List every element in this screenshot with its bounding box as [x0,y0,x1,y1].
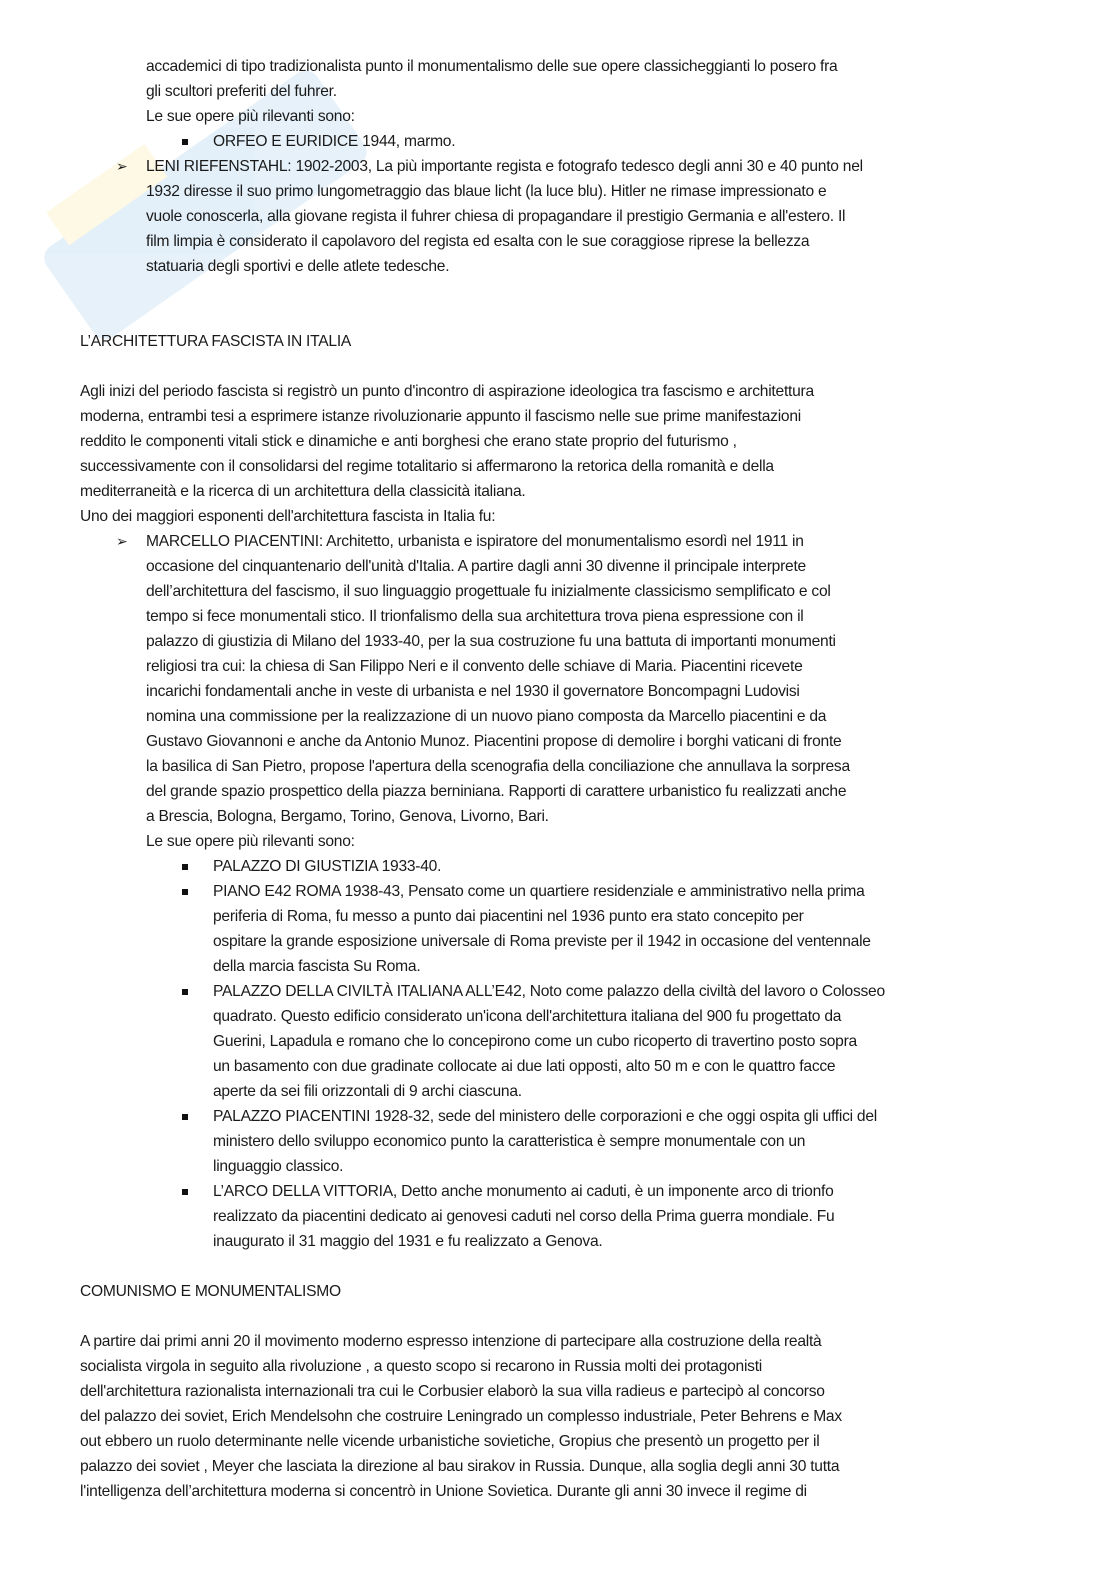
line-text: successivamente con il consolidarsi del regime totalitario si affermarono la retorica della romanità e della [80,458,774,475]
text-line [0,829,1116,854]
line-text: reddito le componenti vitali stick e dinamiche e anti borghesi che erano state proprio del futurismo , [80,433,737,450]
line-text: inaugurato il 31 maggio del 1931 e fu realizzato a Genova. [213,1233,603,1250]
text-line [0,54,1116,79]
line-text: Guerini, Lapadula e romano che lo concepirono come un cubo ricoperto di travertino posto sopra [213,1033,857,1050]
line-text: del palazzo dei soviet, Erich Mendelsohn che costruire Leningrado un complesso industriale, Peter Behrens e Max [80,1408,842,1425]
line-text: ministero dello sviluppo economico punto la caratteristica è sempre monumentale con un [213,1133,806,1150]
line-text: film limpia è considerato il capolavoro del regista ed esalta con le sue coraggiose riprese la bellezza [146,233,810,250]
line-text: dell’architettura del fascismo, il suo linguaggio progettuale fu inizialmente classicismo semplificato e col [146,583,831,600]
text-line [0,779,1116,804]
text-line [0,79,1116,104]
text-line [0,629,1116,654]
heading-text: COMUNISMO E MONUMENTALISMO [80,1283,341,1300]
line-text: incarichi fondamentali anche in veste di urbanista e nel 1930 il governatore Boncompagni Ludovisi [146,683,800,700]
line-text: socialista virgola in seguito alla rivoluzione , a questo scopo si recarono in Russia molti dei protagonisti [80,1358,763,1375]
text-line [0,579,1116,604]
text-line [0,554,1116,579]
text-line [0,1379,1116,1404]
text-line [0,1229,1116,1254]
line-text: accademici di tipo tradizionalista punto il monumentalismo delle sue opere classicheggianti lo posero fra [146,58,838,75]
blank-line [0,304,1116,329]
line-text: realizzato da piacentini dedicato ai genovesi caduti nel corso della Prima guerra mondiale. Fu [213,1208,835,1225]
text-line [0,504,1116,529]
square-bullet-icon [182,864,188,870]
document-page [0,54,1116,1504]
line-text: linguaggio classico. [213,1158,344,1175]
square-bullet-icon [182,139,188,145]
line-text: periferia di Roma, fu messo a punto dai piacentini nel 1936 punto era stato concepito per [213,908,804,925]
line-text: occasione del cinquantenario dell'unità d'Italia. A partire dagli anni 30 divenne il principale interprete [146,558,806,575]
square-bullet-icon [182,1189,188,1195]
text-line [0,1429,1116,1454]
blank-line [0,279,1116,304]
text-line [0,804,1116,829]
text-line [0,1404,1116,1429]
arrow-bullet-icon: ➢ [116,158,128,174]
text-line [0,379,1116,404]
text-line [0,1129,1116,1154]
text-line [0,904,1116,929]
line-text: mediterraneità e la ricerca di un architettura della classicità italiana. [80,483,526,500]
text-line [0,429,1116,454]
heading-text: L’ARCHITETTURA FASCISTA IN ITALIA [80,333,352,350]
text-line [0,1454,1116,1479]
list-item [0,529,1116,554]
text-line [0,1079,1116,1104]
line-text: quadrato. Questo edificio considerato un'icona dell'architettura italiana del 900 fu progettato da [213,1008,842,1025]
text-line [0,254,1116,279]
arrow-bullet-icon: ➢ [116,533,128,549]
line-text: palazzo di giustizia di Milano del 1933-40, per la sua costruzione fu una battuta di importanti monumenti [146,633,836,650]
text-line [0,1054,1116,1079]
text-line [0,704,1116,729]
list-item [0,979,1116,1004]
line-text: nomina una commissione per la realizzazione di un nuovo piano composta da Marcello piacentini e da [146,708,827,725]
line-text: Le sue opere più rilevanti sono: [146,833,355,850]
line-text: statuaria degli sportivi e delle atlete tedesche. [146,258,450,275]
line-text: Le sue opere più rilevanti sono: [146,108,355,125]
line-text: ORFEO E EURIDICE 1944, marmo. [213,133,456,150]
square-bullet-icon [182,989,188,995]
text-line [0,479,1116,504]
text-line [0,1154,1116,1179]
line-text: palazzo dei soviet , Meyer che lasciata la direzione al bau sirakov in Russia. Dunque, alla soglia degli anni 30 tutta [80,1458,840,1475]
text-line [0,1029,1116,1054]
text-line [0,404,1116,429]
text-line [0,729,1116,754]
section-heading [0,1279,1116,1304]
line-text: PALAZZO DELLA CIVILTÀ ITALIANA ALL’E42, Noto come palazzo della civiltà del lavoro o Colosseo [213,983,885,1000]
line-text: dell'architettura razionalista internazionali tra cui le Corbusier elaborò la sua villa radieus e partecipò al concorso [80,1383,825,1400]
line-text: aperte da sei fili orizzontali di 9 archi ciascuna. [213,1083,522,1100]
blank-line [0,354,1116,379]
line-text: a Brescia, Bologna, Bergamo, Torino, Genova, Livorno, Bari. [146,808,549,825]
square-bullet-icon [182,889,188,895]
blank-line [0,1304,1116,1329]
text-line [0,1004,1116,1029]
line-text: PALAZZO DI GIUSTIZIA 1933-40. [213,858,442,875]
line-text: l'intelligenza dell’architettura moderna si concentrò in Unione Sovietica. Durante gli anni 30 invece il regime di [80,1483,807,1500]
line-text: ospitare la grande esposizione universale di Roma previste per il 1942 in occasione del ventennale [213,933,871,950]
text-line [0,229,1116,254]
text-line [0,1329,1116,1354]
text-line [0,204,1116,229]
list-item [0,1104,1116,1129]
line-text: vuole conoscerla, alla giovane regista il fuhrer chiesa di propagandare il prestigio Germania e all'estero. Il [146,208,846,225]
line-text: LENI RIEFENSTAHL: 1902-2003, La più importante regista e fotografo tedesco degli anni 30 e 40 punto nel [146,158,863,175]
list-item [0,129,1116,154]
line-text: PIANO E42 ROMA 1938-43, Pensato come un quartiere residenziale e amministrativo nella prima [213,883,865,900]
line-text: out ebbero un ruolo determinante nelle vicende urbanistiche sovietiche, Gropius che presentò un progetto per il [80,1433,820,1450]
line-text: la basilica di San Pietro, propose l'apertura della scenografia della conciliazione che annullava la sorpresa [146,758,850,775]
text-line [0,679,1116,704]
list-item [0,879,1116,904]
text-line [0,954,1116,979]
list-item [0,1179,1116,1204]
text-line [0,754,1116,779]
text-line [0,454,1116,479]
line-text: Agli inizi del periodo fascista si registrò un punto d'incontro di aspirazione ideologica tra fascismo e architettura [80,383,814,400]
list-item [0,154,1116,179]
text-line [0,654,1116,679]
line-text: del grande spazio prospettico della piazza berniniana. Rapporti di carattere urbanistico fu realizzati anche [146,783,847,800]
line-text: della marcia fascista Su Roma. [213,958,421,975]
line-text: tempo si fece monumentali stico. Il trionfalismo della sua architettura trova piena espressione con il [146,608,804,625]
line-text: 1932 diresse il suo primo lungometraggio das blaue licht (la luce blu). Hitler ne rimase impressionato e [146,183,827,200]
line-text: MARCELLO PIACENTINI: Architetto, urbanista e ispiratore del monumentalismo esordì nel 1911 in [146,533,804,550]
text-line [0,104,1116,129]
line-text: un basamento con due gradinate collocate ai due lati opposti, alto 50 m e con le quattro facce [213,1058,836,1075]
blank-line [0,1254,1116,1279]
text-line [0,179,1116,204]
line-text: A partire dai primi anni 20 il movimento moderno espresso intenzione di partecipare alla costruzione della realtà [80,1333,822,1350]
line-text: Gustavo Giovannoni e anche da Antonio Munoz. Piacentini propose di demolire i borghi vaticani di fronte [146,733,842,750]
text-line [0,1479,1116,1504]
section-heading [0,329,1116,354]
line-text: PALAZZO PIACENTINI 1928-32, sede del ministero delle corporazioni e che oggi ospita gli uffici del [213,1108,877,1125]
line-text: religiosi tra cui: la chiesa di San Filippo Neri e il convento delle schiave di Maria. Piacentini ricevete [146,658,803,675]
text-line [0,1204,1116,1229]
line-text: moderna, entrambi tesi a esprimere istanze rivoluzionarie appunto il fascismo nelle sue prime manifestazioni [80,408,801,425]
text-line [0,604,1116,629]
line-text: L’ARCO DELLA VITTORIA, Detto anche monumento ai caduti, è un imponente arco di trionfo [213,1183,834,1200]
line-text: Uno dei maggiori esponenti dell'architettura fascista in Italia fu: [80,508,496,525]
text-line [0,929,1116,954]
line-text: gli scultori preferiti del fuhrer. [146,83,337,100]
square-bullet-icon [182,1114,188,1120]
text-line [0,1354,1116,1379]
list-item [0,854,1116,879]
